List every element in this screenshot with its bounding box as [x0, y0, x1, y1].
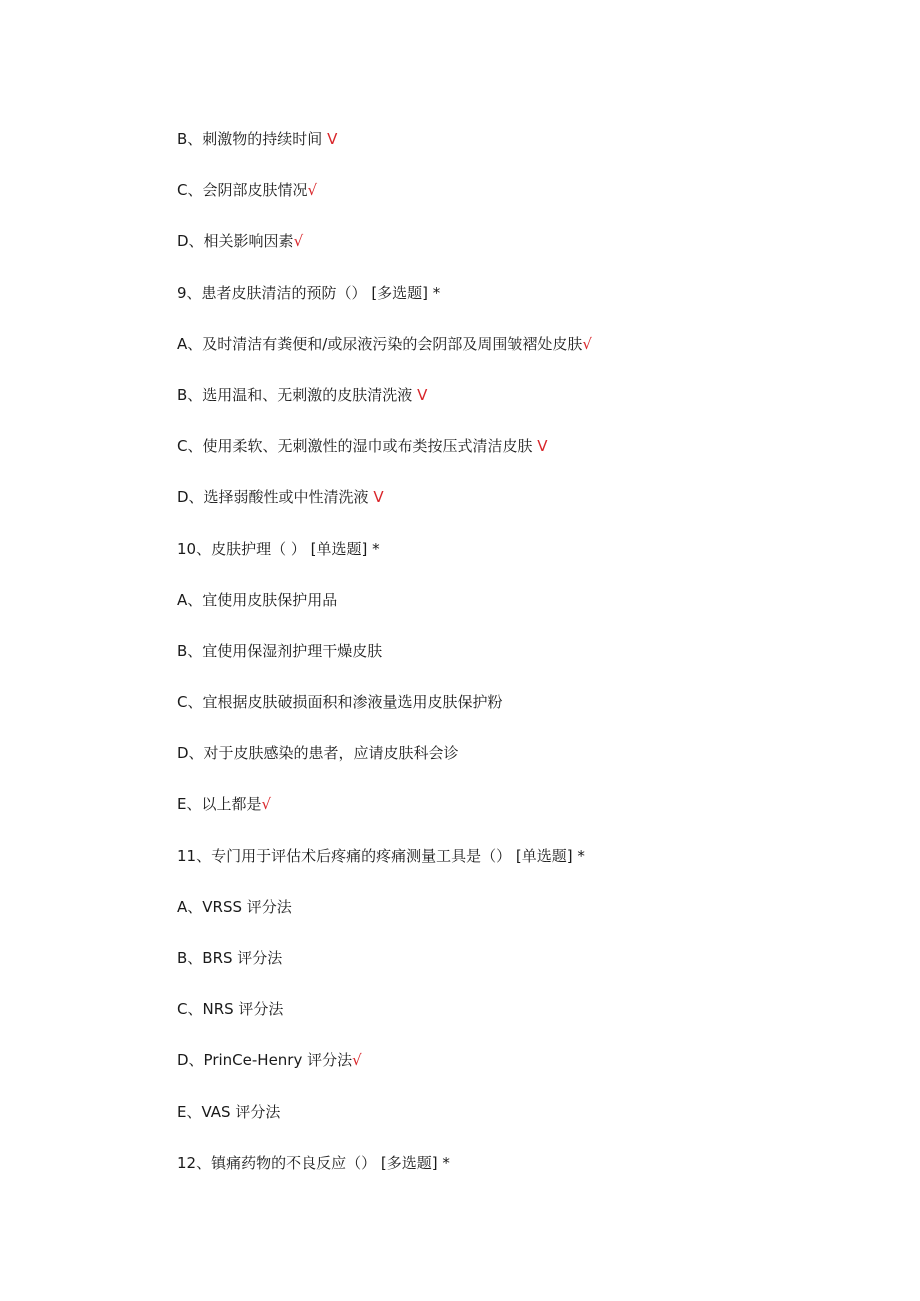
question-line	[177, 843, 877, 894]
question-line	[177, 1150, 877, 1201]
answer-check-mark: √	[352, 1051, 362, 1070]
line-text: B、刺激物的持续时间	[177, 130, 323, 148]
line-text: C、宜根据皮肤破损面积和渗液量选用皮肤保护粉	[177, 693, 503, 712]
answer-check-mark: V	[322, 130, 338, 148]
answer-check-mark: V	[532, 437, 548, 456]
line-text: A、及时清洁有粪便和/或尿液污染的会阴部及周围皱褶处皮肤	[177, 334, 583, 353]
line-text: B、选用温和、无刺激的皮肤清洗液	[177, 385, 413, 404]
option-line	[177, 126, 877, 177]
option-line	[177, 791, 877, 842]
line-text: C、会阴部皮肤情况	[177, 181, 308, 200]
option-line	[177, 1099, 877, 1150]
option-line	[177, 177, 877, 228]
question-list	[177, 126, 877, 1201]
answer-check-mark: √	[261, 795, 272, 814]
option-line	[177, 689, 877, 740]
question-line	[177, 280, 877, 331]
question-line	[177, 536, 877, 587]
answer-check-mark: √	[293, 232, 304, 251]
line-text: D、选择弱酸性或中性清洗液	[177, 488, 369, 507]
line-text: 12、镇痛药物的不良反应（） [多选题] *	[177, 1153, 450, 1172]
option-line	[177, 382, 877, 433]
option-line	[177, 331, 877, 382]
answer-check-mark: √	[307, 181, 318, 200]
line-text: C、NRS 评分法	[177, 1000, 284, 1019]
answer-check-mark: V	[412, 385, 428, 404]
line-text: 9、患者皮肤清洁的预防（） [多选题] *	[177, 283, 441, 302]
line-text: 11、专门用于评估术后疼痛的疼痛测量工具是（） [单选题] *	[177, 846, 585, 865]
option-line	[177, 433, 877, 484]
line-text: D、PrinCe-Henry 评分法	[177, 1051, 353, 1070]
option-line	[177, 945, 877, 996]
option-line	[177, 638, 877, 689]
line-text: C、使用柔软、无刺激性的湿巾或布类按压式清洁皮肤	[177, 437, 533, 456]
option-line	[177, 894, 877, 945]
line-text: A、宜使用皮肤保护用品	[177, 590, 338, 609]
line-text: B、BRS 评分法	[177, 949, 283, 967]
line-text: D、相关影响因素	[177, 232, 294, 251]
option-line	[177, 1047, 877, 1098]
answer-check-mark: V	[368, 488, 384, 507]
option-line	[177, 587, 877, 638]
line-text: D、对于皮肤感染的患者，应请皮肤科会诊	[177, 744, 459, 763]
line-text: 10、皮肤护理（ ） [单选题] *	[177, 539, 380, 558]
option-line	[177, 484, 877, 535]
line-text: E、以上都是	[177, 795, 262, 814]
option-line	[177, 228, 877, 279]
answer-check-mark: √	[582, 334, 592, 353]
line-text: A、VRSS 评分法	[177, 897, 292, 916]
line-text: B、宜使用保湿剂护理干燥皮肤	[177, 641, 383, 660]
option-line	[177, 740, 877, 791]
option-line	[177, 996, 877, 1047]
line-text: E、VAS 评分法	[177, 1102, 281, 1121]
